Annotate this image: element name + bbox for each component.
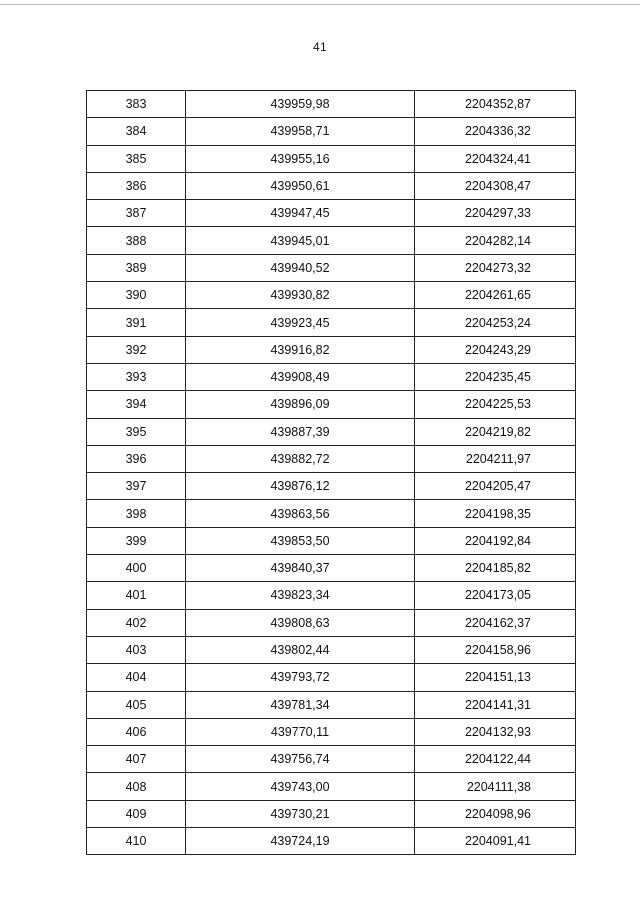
x-coordinate-cell: 439887,39 (186, 418, 415, 445)
point-number-cell: 399 (87, 527, 186, 554)
point-number-cell: 389 (87, 254, 186, 281)
x-coordinate-cell: 439876,12 (186, 473, 415, 500)
x-coordinate-cell: 439930,82 (186, 282, 415, 309)
x-coordinate-cell: 439743,00 (186, 773, 415, 800)
table-row (87, 828, 576, 855)
x-coordinate-cell: 439916,82 (186, 336, 415, 363)
table-row (87, 391, 576, 418)
point-number-cell: 383 (87, 91, 186, 118)
y-coordinate-cell: 2204282,14 (415, 227, 576, 254)
point-number-cell: 390 (87, 282, 186, 309)
point-number-cell: 384 (87, 118, 186, 145)
point-number-cell: 410 (87, 828, 186, 855)
y-coordinate-cell: 2204173,05 (415, 582, 576, 609)
y-coordinate-cell: 2204091,41 (415, 828, 576, 855)
x-coordinate-cell: 439730,21 (186, 800, 415, 827)
x-coordinate-cell: 439823,34 (186, 582, 415, 609)
table-row (87, 200, 576, 227)
x-coordinate-cell: 439955,16 (186, 145, 415, 172)
y-coordinate-cell: 2204219,82 (415, 418, 576, 445)
y-coordinate-cell: 2204253,24 (415, 309, 576, 336)
x-coordinate-cell: 439802,44 (186, 636, 415, 663)
point-number-cell: 391 (87, 309, 186, 336)
table-row (87, 254, 576, 281)
y-coordinate-cell: 2204158,96 (415, 636, 576, 663)
y-coordinate-cell: 2204297,33 (415, 200, 576, 227)
y-coordinate-cell: 2204352,87 (415, 91, 576, 118)
point-number-cell: 402 (87, 609, 186, 636)
x-coordinate-cell: 439724,19 (186, 828, 415, 855)
y-coordinate-cell: 2204151,13 (415, 664, 576, 691)
x-coordinate-cell: 439940,52 (186, 254, 415, 281)
point-number-cell: 398 (87, 500, 186, 527)
table-row (87, 691, 576, 718)
table-row (87, 800, 576, 827)
x-coordinate-cell: 439793,72 (186, 664, 415, 691)
point-number-cell: 393 (87, 363, 186, 390)
y-coordinate-cell: 2204211,97 (415, 445, 576, 472)
y-coordinate-cell: 2204098,96 (415, 800, 576, 827)
table-row (87, 418, 576, 445)
y-coordinate-cell: 2204192,84 (415, 527, 576, 554)
table-row (87, 145, 576, 172)
x-coordinate-cell: 439947,45 (186, 200, 415, 227)
y-coordinate-cell: 2204243,29 (415, 336, 576, 363)
top-rule (0, 4, 640, 5)
table-row (87, 473, 576, 500)
table-row (87, 582, 576, 609)
table-row (87, 172, 576, 199)
x-coordinate-cell: 439923,45 (186, 309, 415, 336)
point-number-cell: 395 (87, 418, 186, 445)
page-number: 41 (313, 40, 327, 54)
table-row (87, 664, 576, 691)
y-coordinate-cell: 2204235,45 (415, 363, 576, 390)
coordinates-table-body (87, 91, 576, 855)
point-number-cell: 400 (87, 555, 186, 582)
y-coordinate-cell: 2204111,38 (415, 773, 576, 800)
y-coordinate-cell: 2204273,32 (415, 254, 576, 281)
point-number-cell: 408 (87, 773, 186, 800)
table-row (87, 282, 576, 309)
table-row (87, 555, 576, 582)
x-coordinate-cell: 439908,49 (186, 363, 415, 390)
coordinates-table (86, 90, 576, 855)
table-row (87, 527, 576, 554)
point-number-cell: 404 (87, 664, 186, 691)
point-number-cell: 386 (87, 172, 186, 199)
point-number-cell: 387 (87, 200, 186, 227)
table-row (87, 227, 576, 254)
y-coordinate-cell: 2204336,32 (415, 118, 576, 145)
table-row (87, 445, 576, 472)
point-number-cell: 406 (87, 718, 186, 745)
x-coordinate-cell: 439958,71 (186, 118, 415, 145)
y-coordinate-cell: 2204132,93 (415, 718, 576, 745)
x-coordinate-cell: 439950,61 (186, 172, 415, 199)
y-coordinate-cell: 2204225,53 (415, 391, 576, 418)
table-row (87, 609, 576, 636)
y-coordinate-cell: 2204308,47 (415, 172, 576, 199)
y-coordinate-cell: 2204185,82 (415, 555, 576, 582)
point-number-cell: 388 (87, 227, 186, 254)
table-row (87, 718, 576, 745)
x-coordinate-cell: 439853,50 (186, 527, 415, 554)
x-coordinate-cell: 439945,01 (186, 227, 415, 254)
y-coordinate-cell: 2204162,37 (415, 609, 576, 636)
table-row (87, 91, 576, 118)
point-number-cell: 397 (87, 473, 186, 500)
point-number-cell: 407 (87, 746, 186, 773)
x-coordinate-cell: 439808,63 (186, 609, 415, 636)
table-row (87, 118, 576, 145)
point-number-cell: 394 (87, 391, 186, 418)
x-coordinate-cell: 439896,09 (186, 391, 415, 418)
point-number-cell: 401 (87, 582, 186, 609)
point-number-cell: 385 (87, 145, 186, 172)
table-row (87, 309, 576, 336)
x-coordinate-cell: 439781,34 (186, 691, 415, 718)
x-coordinate-cell: 439959,98 (186, 91, 415, 118)
x-coordinate-cell: 439770,11 (186, 718, 415, 745)
table-row (87, 746, 576, 773)
x-coordinate-cell: 439882,72 (186, 445, 415, 472)
point-number-cell: 396 (87, 445, 186, 472)
y-coordinate-cell: 2204205,47 (415, 473, 576, 500)
point-number-cell: 409 (87, 800, 186, 827)
y-coordinate-cell: 2204261,65 (415, 282, 576, 309)
point-number-cell: 392 (87, 336, 186, 363)
table-row (87, 773, 576, 800)
table-row (87, 363, 576, 390)
table-row (87, 636, 576, 663)
table-row (87, 336, 576, 363)
x-coordinate-cell: 439840,37 (186, 555, 415, 582)
y-coordinate-cell: 2204122,44 (415, 746, 576, 773)
table-row (87, 500, 576, 527)
y-coordinate-cell: 2204324,41 (415, 145, 576, 172)
y-coordinate-cell: 2204198,35 (415, 500, 576, 527)
y-coordinate-cell: 2204141,31 (415, 691, 576, 718)
point-number-cell: 405 (87, 691, 186, 718)
x-coordinate-cell: 439863,56 (186, 500, 415, 527)
x-coordinate-cell: 439756,74 (186, 746, 415, 773)
point-number-cell: 403 (87, 636, 186, 663)
